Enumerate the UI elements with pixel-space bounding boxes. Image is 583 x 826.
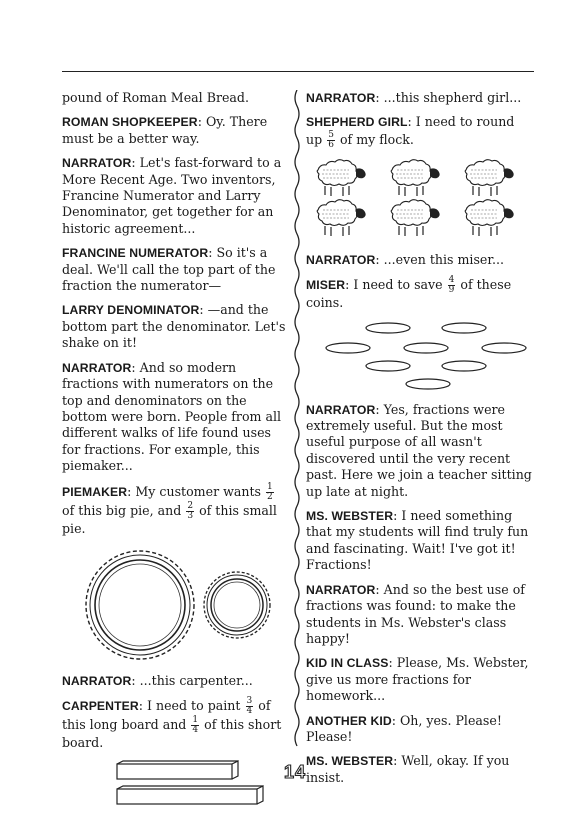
sheep-icon xyxy=(317,160,365,196)
speaker-name: NARRATOR xyxy=(306,402,376,417)
dialogue-line: NARRATOR: ...this shepherd girl... xyxy=(306,90,522,105)
dialogue-line: pound of Roman Meal Bread. xyxy=(62,90,249,105)
dialogue-line-shepherd: SHEPHERD GIRL: I need to round up $\frac{5}{6}$ of my flock. xyxy=(306,114,515,150)
speaker-name: NARRATOR xyxy=(62,673,132,688)
dialogue-line: MS. WEBSTER: Well, okay. If you insist. xyxy=(306,753,510,785)
top-rule xyxy=(62,71,534,72)
coin-icon xyxy=(406,379,450,389)
sheep-icon xyxy=(391,160,439,196)
speaker-name: NARRATOR xyxy=(62,156,132,171)
dialogue-line: LARRY DENOMINATOR: —and the bottom part the denominator. Let's shake on it! xyxy=(62,302,286,351)
sheep-flock-illustration xyxy=(306,158,534,242)
dialogue-text: And so modern fractions with numerators on the top and denominators on the bottom were born. People from all different walks of life found uses for fractions. For example, this piemaker... xyxy=(62,359,282,474)
dialogue-line: NARRATOR: And so modern fractions with numerators on the top and denominators on the bottom were born. People from all different walks of life found uses for fractions. For example, this piemaker... xyxy=(62,359,282,474)
pies-illustration xyxy=(62,545,286,663)
speaker-name: MS. WEBSTER xyxy=(306,509,394,524)
dialogue-line: NARRATOR: Yes, fractions were extremely useful. But the most useful purpose of all wasn't discovered until the very recent past. Here we join a teacher sitting up late at night. xyxy=(306,401,532,499)
column-divider xyxy=(292,90,302,750)
speaker-name: PIEMAKER xyxy=(62,484,128,499)
fraction: $\frac{1}{2}$ xyxy=(267,481,273,502)
speaker-name: MS. WEBSTER xyxy=(306,754,394,769)
long-board-icon xyxy=(117,786,263,804)
dialogue-line: NARRATOR: ...this carpenter... xyxy=(62,672,253,688)
dialogue-line: ANOTHER KID: Oh, yes. Please! Please! xyxy=(306,712,502,744)
fraction: $\frac{2}{3}$ xyxy=(187,500,194,521)
dialogue-line: NARRATOR: ...even this miser... xyxy=(306,251,505,267)
fraction: $\frac{5}{6}$ xyxy=(328,129,334,150)
dialogue-line: KID IN CLASS: Please, Ms. Webster, give us more fractions for homework... xyxy=(306,655,529,704)
dialogue-line: FRANCINE NUMERATOR: So it's a deal. We'll call the top part of the fraction the numerator— xyxy=(62,245,276,294)
big-pie-icon xyxy=(86,551,194,659)
speaker-name: NARRATOR xyxy=(306,91,376,105)
dialogue-line-miser: MISER: I need to save $\frac{4}{9}$ of these coins. xyxy=(306,275,512,311)
dialogue-line: MS. WEBSTER: I need something that my students will find truly fun and fascinating. Wait! I've got it! Fractions! xyxy=(306,508,529,573)
speaker-name: FRANCINE NUMERATOR xyxy=(62,246,209,261)
speaker-name: SHEPHERD GIRL xyxy=(306,115,408,130)
sheep-icon xyxy=(465,200,513,236)
left-column xyxy=(62,90,286,826)
speaker-name: MISER xyxy=(306,278,346,293)
fraction: $\frac{3}{4}$ xyxy=(246,696,253,717)
sheep-icon xyxy=(317,200,365,236)
speaker-name: NARRATOR xyxy=(306,582,376,597)
dialogue-line: ROMAN SHOPKEEPER: Oy. There must be a better way. xyxy=(62,114,268,146)
small-pie-icon xyxy=(204,572,270,638)
speaker-name: ROMAN SHOPKEEPER xyxy=(62,115,198,130)
dialogue-text: —and the bottom part the denominator. Let's shake on it! xyxy=(62,302,286,351)
dialogue-text: So it's a deal. We'll call the top part of the fraction the numerator— xyxy=(62,245,276,294)
coins-illustration xyxy=(306,320,534,392)
speaker-name: NARRATOR xyxy=(62,360,132,375)
dialogue-line-carpenter: CARPENTER: I need to paint $\frac{3}{4}$ of this long board and $\frac{1}{4}$ of this short board. xyxy=(62,696,282,751)
fraction: $\frac{1}{4}$ xyxy=(192,715,199,736)
dialogue-line-piemaker: PIEMAKER: My customer wants $\frac{1}{2}$ of this big pie, and $\frac{2}{3}$ of this small pie. xyxy=(62,481,277,536)
dialogue-line: NARRATOR: Let's fast-forward to a More Recent Age. Two inventors, Francine Numerator and Larry Denominator, get together for an historic agreement... xyxy=(62,155,282,236)
fraction: $\frac{4}{9}$ xyxy=(448,275,455,296)
speaker-name: KID IN CLASS xyxy=(306,656,389,671)
short-board-icon xyxy=(117,761,238,779)
speaker-name: LARRY DENOMINATOR xyxy=(62,303,200,318)
page-number: 14 xyxy=(283,762,307,782)
coin-icon xyxy=(404,343,448,353)
right-column xyxy=(306,90,534,794)
coin-icon xyxy=(442,323,486,333)
coin-icon xyxy=(482,343,526,353)
coin-icon xyxy=(442,361,486,371)
dialogue-line: NARRATOR: And so the best use of fractions was found: to make the students in Ms. Webster's class happy! xyxy=(306,581,525,646)
coin-icon xyxy=(366,323,410,333)
dialogue-text: Let's fast-forward to a More Recent Age. Two inventors, Francine Numerator and Larry Denominator, get together for an historic agreement... xyxy=(62,155,282,236)
coin-icon xyxy=(326,343,370,353)
dialogue-text: Oy. There must be a better way. xyxy=(62,114,268,146)
speaker-name: NARRATOR xyxy=(306,252,376,267)
speaker-name: CARPENTER xyxy=(62,699,139,714)
sheep-icon xyxy=(391,200,439,236)
sheep-icon xyxy=(465,160,513,196)
boards-illustration xyxy=(62,760,286,816)
speaker-name: ANOTHER KID xyxy=(306,713,392,728)
coin-icon xyxy=(366,361,410,371)
